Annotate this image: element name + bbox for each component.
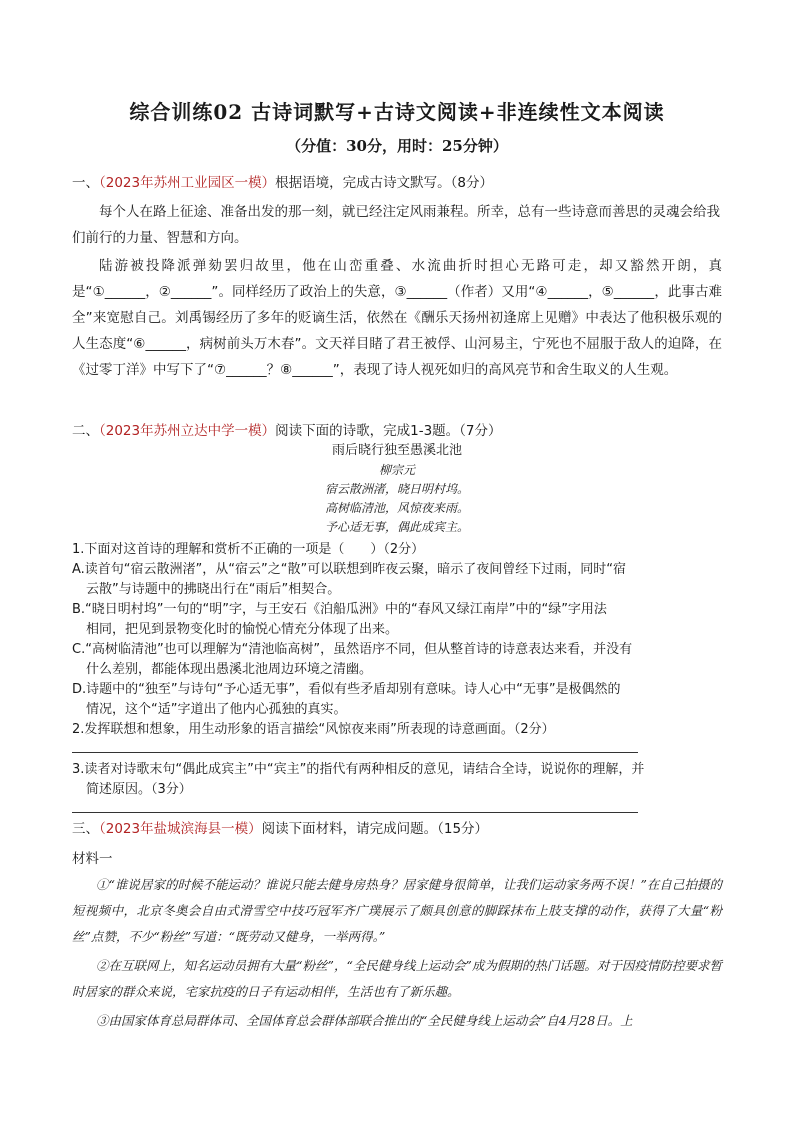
answer-line-q3[interactable]: [72, 812, 638, 813]
question-3-line-1: 3.读者对诗歌末句“偶此成宾主”中“宾主”的指代有两种相反的意见，请结合全诗，说说你的理解，并: [72, 762, 645, 777]
question-2: 2.发挥联想和想象，用生动形象的语言描绘“风惊夜来雨”所表现的诗意画面。（2分）: [72, 722, 555, 737]
option-a-line-2: 云散”与诗题中的拂晓出行在“雨后”相契合。: [86, 582, 341, 597]
section-1-number: 一、: [72, 175, 99, 191]
section-2-number: 二、: [72, 423, 99, 439]
page-subtitle: （分值：30分，用时：25分钟）: [286, 137, 508, 155]
section-2-source: （2023年苏州立达中学一模）: [99, 423, 276, 439]
option-c-line-2: 什么差别，都能体现出愚溪北池周边环境之清幽。: [86, 662, 373, 677]
option-a: [72, 560, 722, 600]
section-3-number: 三、: [72, 821, 99, 837]
answer-line-q2[interactable]: [72, 752, 638, 753]
section-3-source: （2023年盐城滨海县一模）: [99, 821, 262, 837]
option-b: [72, 600, 722, 640]
question-3-line-2: 简述原因。（3分）: [86, 782, 192, 797]
option-c-line-1: C.“高树临清池”也可以理解为“清池临高树”，虽然语序不同，但从整首诗的诗意表达来看，并没有: [72, 642, 633, 657]
section-1-paragraph-2: 陆游被投降派弹劾罢归故里，他在山峦重叠、水流曲折时担心无路可走，却又豁然开朗，真是“①______，②______”。同样经历了政治上的失意，③______（作者）又用“④______，⑤______，此事古难全”来宽慰自己。刘禹锡经历了多年的贬谪生活，依然在《酬乐天扬州初逢席上见赠》中表达了他积极乐观的人生态度“⑥______，病树前头万木春”。文天祥目睹了君王被俘、山河易主，宁死也不屈服于敌人的迫降，在《过零丁洋》中写下了“⑦______？⑧______”，表现了诗人视死如归的高风亮节和舍生取义的人生观。: [72, 258, 722, 378]
section-1-header: [72, 170, 722, 196]
poem-line-3: 予心适无事，偶此成宾主。: [324, 520, 469, 534]
section-2-instruction: 阅读下面的诗歌，完成1-3题。（7分）: [275, 423, 502, 439]
material-1-paragraph-2: ②在互联网上，知名运动员拥有大量“粉丝”，“全民健身线上运动会”成为假期的热门话题。对于因疫情防控要求暂时居家的群众来说，宅家抗疫的日子有运动相伴，生活也有了新乐趣。: [72, 958, 722, 999]
question-1: 1.下面对这首诗的理解和赏析不正确的一项是（ ）（2分）: [72, 542, 425, 557]
section-1-source: （2023年苏州工业园区一模）: [99, 175, 276, 191]
question-3: [72, 760, 722, 800]
option-c: [72, 640, 722, 680]
poem-line-1: 宿云散洲渚，晓日明村坞。: [324, 482, 469, 496]
poem-author: 柳宗元: [378, 463, 415, 477]
section-3-instruction: 阅读下面材料，请完成问题。（15分）: [261, 821, 489, 837]
material-1-paragraph-1: ①“谁说居家的时候不能运动？谁说只能去健身房热身？居家健身很简单，让我们运动家务两不误！”在自己拍摄的短视频中，北京冬奥会自由式滑雪空中技巧冠军齐广璞展示了颇具创意的脚踩抹布上肢支撑的动作，获得了大量“粉丝”点赞，不少“粉丝”写道：“既劳动又健身，一举两得。”: [72, 877, 722, 944]
option-b-line-2: 相同，把见到景物变化时的愉悦心情充分体现了出来。: [86, 622, 399, 637]
option-d-line-2: 情况，这个“适”字道出了他内心孤独的真实。: [86, 702, 347, 717]
poem-line-2: 高树临清池，风惊夜来雨。: [324, 501, 469, 515]
option-a-line-1: A.读首句“宿云散洲渚”，从“宿云”之“散”可以联想到昨夜云聚，暗示了夜间曾经下过雨，同时“宿: [72, 562, 626, 577]
section-1-instruction: 根据语境，完成古诗文默写。（8分）: [275, 175, 493, 191]
section-3-header: [72, 816, 722, 842]
material-1-paragraph-3: ③由国家体育总局群体司、全国体育总会群体部联合推出的“全民健身线上运动会”自4月28日。上: [96, 1013, 633, 1028]
poem-title: 雨后晓行独至愚溪北池: [331, 443, 462, 458]
page-title: 综合训练02 古诗词默写+古诗文阅读+非连续性文本阅读: [129, 100, 665, 124]
section-1-paragraph-1: 每个人在路上征途、准备出发的那一刻，就已经注定风雨兼程。所幸，总有一些诗意而善思的灵魂会给我们前行的力量、智慧和方向。: [72, 204, 720, 246]
option-d-line-1: D.诗题中的“独至”与诗句“予心适无事”，看似有些矛盾却别有意味。诗人心中“无事”是极偶然的: [72, 682, 621, 697]
option-d: [72, 680, 722, 720]
material-1-label: 材料一: [72, 851, 113, 867]
option-b-line-1: B.“晓日明村坞”一句的“明”字，与王安石《泊船瓜洲》中的“春风又绿江南岸”中的“绿”字用法: [72, 602, 607, 617]
